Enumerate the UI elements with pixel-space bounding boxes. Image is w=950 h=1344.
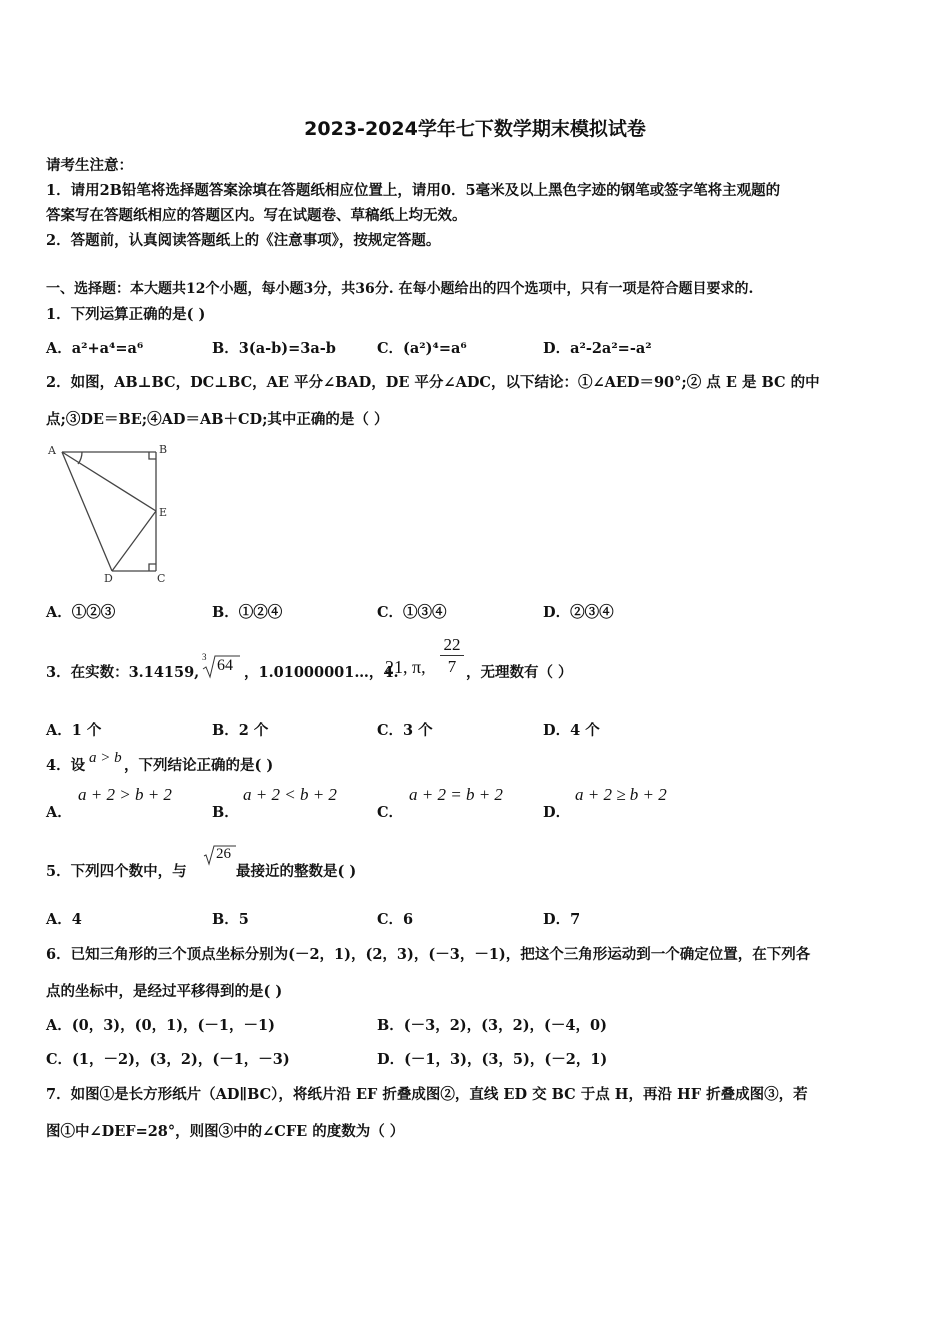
q3-option-c[interactable]: C．3 个 xyxy=(377,722,433,739)
q4-option-b-label[interactable]: B． xyxy=(212,804,239,821)
q7-stem-line-1: 7．如图①是长方形纸片（AD∥BC），将纸片沿 EF 折叠成图②，直线 ED 交 BC 于点 H，再沿 HF 折叠成图③，若 xyxy=(46,1086,808,1103)
q2-stem-line-1: 2．如图，AB⊥BC，DC⊥BC，AE 平分∠BAD，DE 平分∠ADC，以下结论：①∠AED＝90°;② 点 E 是 BC 的中 xyxy=(46,374,820,391)
q6-option-d[interactable]: D．(－1，3)，(3，5)，(－2，1) xyxy=(377,1051,608,1068)
label-c: C xyxy=(157,572,166,584)
q1-option-c[interactable]: C．(a²)⁴=a⁶ xyxy=(377,340,467,357)
section-heading: 一、选择题：本大题共12个小题，每小题3分，共36分. 在每小题给出的四个选项中，只有一项是符合题目要求的. xyxy=(46,281,754,297)
q6-option-c[interactable]: C．(1，－2)，(3，2)，(－1，－3) xyxy=(46,1051,290,1068)
segment-de xyxy=(112,511,156,571)
q2-option-c[interactable]: C．①③④ xyxy=(377,604,447,621)
q4-stem-post: ，下列结论正确的是( ) xyxy=(124,757,274,774)
q5-option-a[interactable]: A．4 xyxy=(46,911,82,928)
label-e: E xyxy=(159,506,168,519)
segment-ad xyxy=(62,452,112,571)
page-title: 2023-2024学年七下数学期末模拟试卷 xyxy=(304,118,646,140)
q4-option-c-math[interactable]: a + 2 = b + 2 xyxy=(409,785,503,804)
q4-stem-pre: 4．设 xyxy=(46,757,86,774)
square-root-radicand: 26 xyxy=(216,846,231,862)
notice-heading: 请考生注意： xyxy=(46,157,133,174)
q2-option-b[interactable]: B．①②④ xyxy=(212,604,283,621)
q3-option-b[interactable]: B．2 个 xyxy=(212,722,269,739)
q2-figure xyxy=(44,440,174,584)
q1-option-a[interactable]: A．a²+a⁴=a⁶ xyxy=(46,340,144,357)
q4-stem-math: a > b xyxy=(89,750,122,766)
q3-suffix: ，无理数有（ ） xyxy=(466,664,573,681)
right-angle-c xyxy=(149,564,156,571)
cube-root-index: 3 xyxy=(202,652,207,662)
q4-option-d-label[interactable]: D． xyxy=(543,804,571,821)
q6-option-b[interactable]: B．(－3，2)，(3，2)，(－4，0) xyxy=(377,1017,607,1034)
q4-option-b-math[interactable]: a + 2 < b + 2 xyxy=(243,785,337,804)
q6-stem-line-1: 6．已知三角形的三个顶点坐标分别为(－2，1)，(2，3)，(－3，－1)，把这个三角形运动到一个确定位置，在下列各 xyxy=(46,946,811,963)
q5-stem-pre: 5．下列四个数中，与 xyxy=(46,863,187,880)
q3-fraction xyxy=(440,634,464,678)
q5-stem-post: 最接近的整数是( ) xyxy=(236,863,357,880)
q6-stem-line-2: 点的坐标中，是经过平移得到的是( ) xyxy=(46,983,283,1000)
label-a: A xyxy=(48,444,56,457)
q3-option-a[interactable]: A．1 个 xyxy=(46,722,102,739)
q2-option-d[interactable]: D．②③④ xyxy=(543,604,614,621)
right-angle-b xyxy=(149,452,156,459)
angle-arc-a xyxy=(78,452,82,464)
fraction-denominator: 7 xyxy=(447,657,457,676)
q5-option-c[interactable]: C．6 xyxy=(377,911,414,928)
q1-option-d[interactable]: D．a²-2a²=-a² xyxy=(543,340,652,357)
q3-prefix: 3．在实数：3.14159, xyxy=(46,664,200,681)
notice-line-1: 1．请用2B铅笔将选择题答案涂填在答题纸相应位置上，请用0．5毫米及以上黑色字迹的钢笔或签字笔将主观题的 xyxy=(46,182,781,199)
notice-line-2: 答案写在答题纸相应的答题区内。写在试题卷、草稿纸上均无效。 xyxy=(46,207,467,224)
fraction-numerator: 22 xyxy=(440,634,464,656)
q4-option-a-math[interactable]: a + 2 > b + 2 xyxy=(78,785,172,804)
segment-ae xyxy=(62,452,156,511)
q1-stem: 1．下列运算正确的是( ) xyxy=(46,306,206,323)
q6-option-a[interactable]: A．(0，3)，(0，1)，(－1，－1) xyxy=(46,1017,275,1034)
label-b: B xyxy=(159,443,168,456)
q1-option-b[interactable]: B．3(a-b)=3a-b xyxy=(212,340,336,357)
q4-option-a-label[interactable]: A． xyxy=(46,804,72,821)
q2-option-a[interactable]: A．①②③ xyxy=(46,604,116,621)
q3-option-d[interactable]: D．4 个 xyxy=(543,722,600,739)
q2-stem-line-2: 点;③DE＝BE;④AD＝AB＋CD;其中正确的是（ ） xyxy=(46,411,389,428)
q4-option-c-label[interactable]: C． xyxy=(377,804,404,821)
q5-option-b[interactable]: B．5 xyxy=(212,911,249,928)
q4-option-d-math[interactable]: a + 2 ≥ b + 2 xyxy=(575,785,667,804)
label-d: D xyxy=(104,572,113,584)
q3-after: 21, π, xyxy=(385,657,426,677)
q7-stem-line-2: 图①中∠DEF=28°，则图③中的∠CFE 的度数为（ ） xyxy=(46,1123,405,1140)
q5-option-d[interactable]: D．7 xyxy=(543,911,581,928)
cube-root-radicand: 64 xyxy=(217,657,233,674)
notice-line-3: 2．答题前，认真阅读答题纸上的《注意事项》，按规定答题。 xyxy=(46,232,441,249)
q3-middle: ，1.01000001…，4. xyxy=(244,664,399,681)
